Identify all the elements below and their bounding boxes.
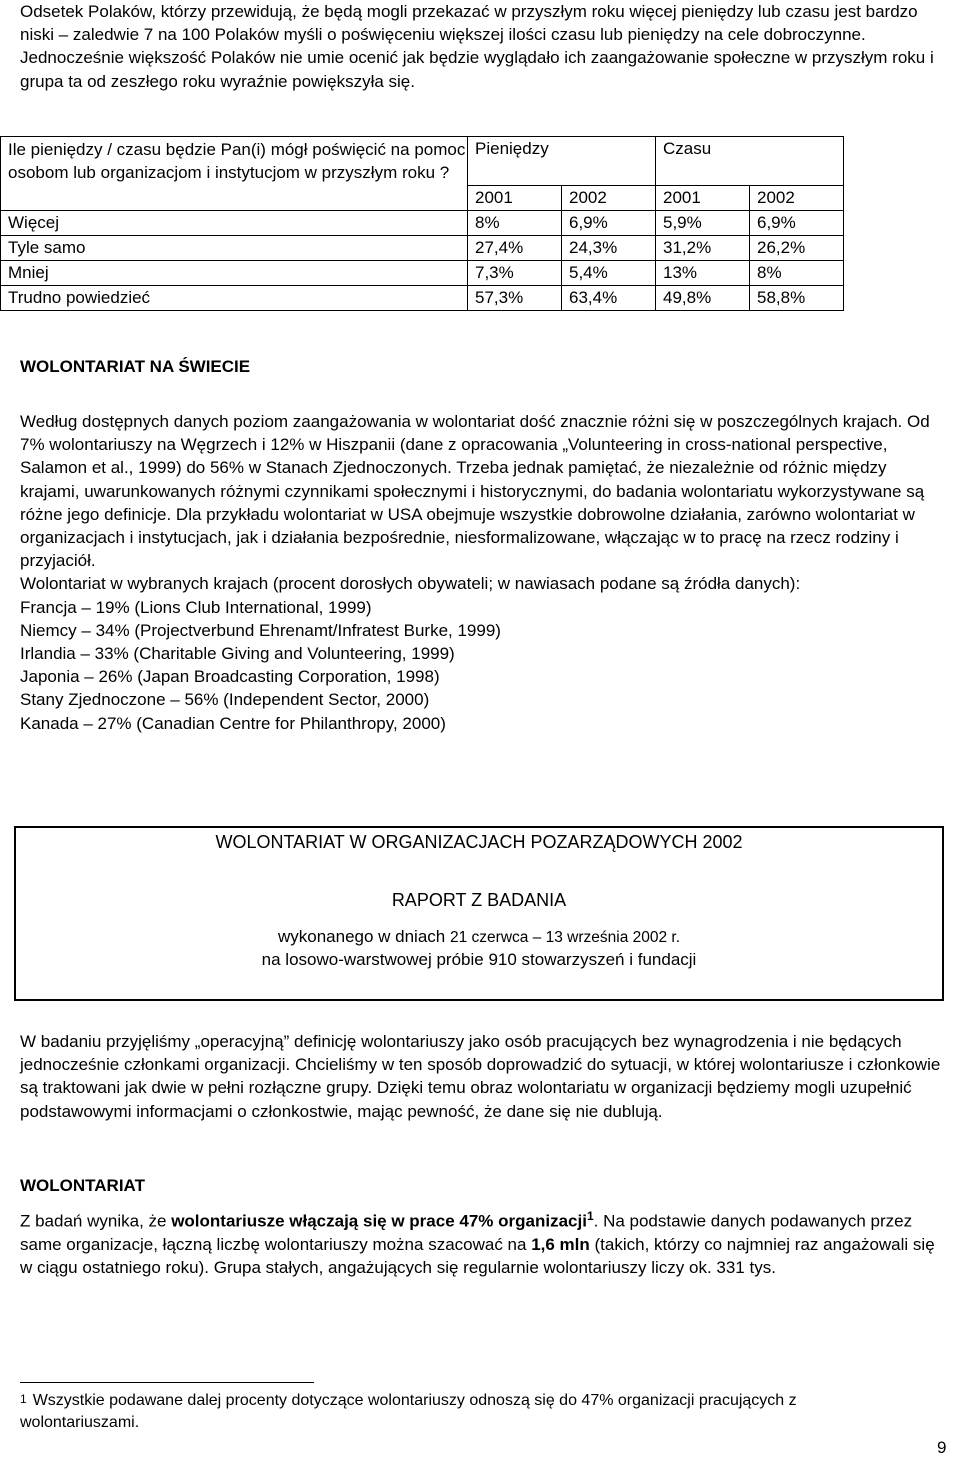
method-paragraph: W badaniu przyjęliśmy „operacyjną” definicję wolontariuszy jako osób pracujących bez wynagrodzenia i nie będących jednocześnie członkami organizacji. Chcieliśmy w ten sposób doprowadzić do sytuacji, w której wolontariusze i członkowie są traktowani jak dwie w pełni rozłączne grupy. Dzięki temu obraz wolontariatu w organizacji będziemy mogli uzupełnić podstawowymi informacjami o członkostwie, mając pewność, że dane się nie dublują. [20,1032,941,1121]
cell-value: 8% [750,261,844,286]
section-heading-volunteer: WOLONTARIAT [20,1176,145,1195]
year-header: 2002 [750,186,844,211]
report-dates-line [16,926,942,949]
year-header: 2001 [656,186,750,211]
report-title: WOLONTARIAT W ORGANIZACJACH POZARZĄDOWYCH 2002 [215,832,743,852]
cell-value: 63,4% [562,286,656,311]
cell-value: 5,4% [562,261,656,286]
report-sample: na losowo-warstwowej próbie 910 stowarzyszeń i fundacji [261,950,697,969]
volunteer-paragraph [20,1205,950,1279]
cell-value: 13% [656,261,750,286]
volunteer-text-mid: . Na podstawie danych podawanych przez same organizacje, łączną liczbę wolontariuszy można szacować na [20,1211,913,1254]
row-label: Trudno powiedzieć [1,286,468,311]
cell-value: 24,3% [562,236,656,261]
footnote-reference[interactable]: 1 [586,1209,594,1223]
list-item: Kanada – 27% (Canadian Centre for Philanthropy, 2000) [20,713,446,733]
cell-value: 31,2% [656,236,750,261]
report-dates: 21 czerwca – 13 września 2002 r. [449,929,681,946]
report-dates-prefix: wykonanego w dniach [277,927,446,946]
report-subtitle: RAPORT Z BADANIA [391,890,567,910]
country-list-intro: Wolontariat w wybranych krajach (procent dorosłych obywateli; w nawiasach podane są źródła danych): [20,574,801,594]
volunteer-highlight: wolontariusze włączają się w prace 47% organizacji [171,1211,587,1231]
cell-value: 6,9% [562,211,656,236]
year-header: 2002 [562,186,656,211]
cell-value: 49,8% [656,286,750,311]
cell-value: 58,8% [750,286,844,311]
cell-value: 26,2% [750,236,844,261]
world-section-body [20,410,950,735]
report-title-box [14,826,944,1001]
group-header-time: Czasu [656,137,844,186]
volunteer-text-start: Z badań wynika, że [20,1211,172,1231]
table-row [1,286,844,311]
group-header-money: Pieniędzy [468,137,656,186]
list-item: Stany Zjednoczone – 56% (Independent Sector, 2000) [20,690,430,710]
intro-paragraph: Odsetek Polaków, którzy przewidują, że będą mogli przekazać w przyszłym roku więcej pieniędzy lub czasu jest bardzo niski – zaledwie 7 na 100 Polaków myśli o poświęceniu większej ilości czasu lub pieniędzy na cele dobroczynne. Jednocześnie większość Polaków nie umie ocenić jak będzie wyglądało ich zaangażowanie społeczne w przyszłym roku i grupa ta od zeszłego roku wyraźnie powiększyła się. [20,2,934,91]
table-row [1,211,844,236]
footnote-text: Wszystkie podawane dalej procenty dotyczące wolontariuszy odnoszą się do 47% organizacji pracujących z wolontariuszami. [20,1392,797,1431]
cell-value: 27,4% [468,236,562,261]
cell-value: 6,9% [750,211,844,236]
table-row [1,236,844,261]
year-header: 2001 [468,186,562,211]
volunteer-text-end: (takich, którzy co najmniej raz angażowali się w ciągu ostatniego roku). Grupa stałych, angażujących się regularnie wolontariuszy liczy ok. 331 tys. [20,1234,935,1278]
list-item: Francja – 19% (Lions Club International, 1999) [20,597,372,617]
cell-value: 57,3% [468,286,562,311]
cell-value: 8% [468,211,562,236]
footnote-mark: 1 [20,1392,27,1406]
row-label: Więcej [1,211,468,236]
row-label: Tyle samo [1,236,468,261]
survey-table [0,136,844,311]
footnote-divider [20,1382,314,1383]
cell-value: 7,3% [468,261,562,286]
list-item: Irlandia – 33% (Charitable Giving and Volunteering, 1999) [20,644,455,664]
row-label: Mniej [1,261,468,286]
world-paragraph: Według dostępnych danych poziom zaangażowania w wolontariat dość znacznie różni się w poszczególnych krajach. Od 7% wolontariuszy na Węgrzech i 12% w Hiszpanii (dane z opracowania „Volunteering in cross-national perspective, Salamon et al., 1999) do 56% w Stanach Zjednoczonych. Trzeba jednak pamiętać, że niezależnie od różnic między krajami, uwarunkowanych różnymi czynnikami społecznymi i historycznymi, do badania wolontariatu wykorzystywane są różne jego definicje. Dla przykładu wolontariat w USA obejmuje wszystkie dobrowolne działania, zarówno wolontariat w organizacjach i instytucjach, jak i działania bezpośrednie, niesformalizowane, włączając w to pracę na rzecz rodziny i przyjaciół. [20,412,930,571]
page-number: 9 [937,1438,947,1457]
footnote [20,1390,920,1434]
section-heading-world: WOLONTARIAT NA ŚWIECIE [20,357,251,376]
table-question: Ile pieniędzy / czasu będzie Pan(i) mógł poświęcić na pomoc osobom lub organizacjom i instytucjom w przyszłym roku ? [1,137,468,211]
list-item: Niemcy – 34% (Projectverbund Ehrenamt/Infratest Burke, 1999) [20,620,501,640]
list-item: Japonia – 26% (Japan Broadcasting Corporation, 1998) [20,667,440,687]
table-row [1,261,844,286]
cell-value: 5,9% [656,211,750,236]
volunteer-count: 1,6 mln [531,1234,590,1254]
